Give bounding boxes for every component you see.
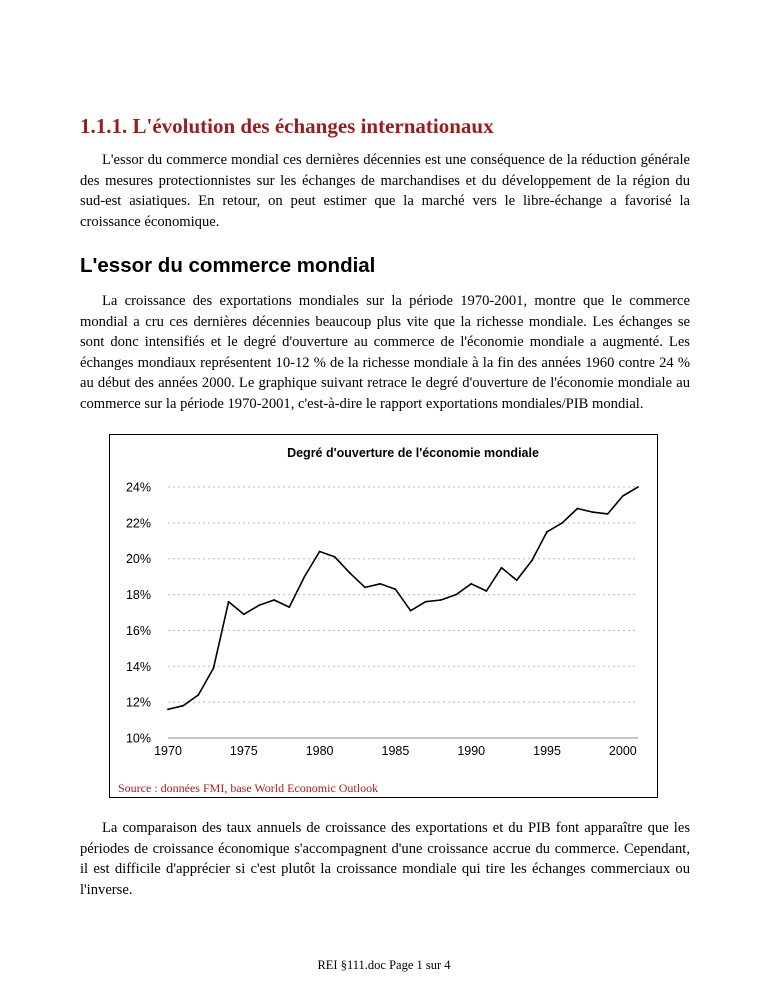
- data-point: [501, 567, 503, 569]
- x-tick-label: 1980: [305, 744, 334, 758]
- footer-text: REI §111.doc Page 1 sur 4: [317, 958, 451, 972]
- data-point: [561, 522, 563, 524]
- page-footer: [0, 958, 768, 973]
- y-tick-label: 10%: [125, 731, 151, 746]
- data-point: [455, 594, 457, 596]
- data-point: [516, 579, 518, 581]
- paragraph-3: La comparaison des taux annuels de croissance des exportations et du PIB font apparaître que les périodes de croissance économique s'accompagnent d'une croissance accrue du commerce. Cependant, il est difficile d'apprécier si c'est plutôt la croissance mondiale qui tire les échanges commerciaux ou l'inverse.: [80, 820, 690, 898]
- data-point: [395, 588, 397, 590]
- data-point: [258, 604, 260, 606]
- y-tick-label: 18%: [125, 588, 151, 603]
- data-point: [243, 613, 245, 615]
- data-point: [485, 590, 487, 592]
- series-line: [168, 487, 638, 709]
- chart-container: [109, 434, 658, 798]
- data-point: [288, 606, 290, 608]
- paragraph-2: La croissance des exportations mondiales sur la période 1970-2001, montre que le commerce mondial a cru ces dernières décennies beaucoup plus vite que la richesse mondiale. Les échanges se sont donc intensifiés et le degré d'ouverture au commerce de l'économie mondiale a augmenté. Les échanges mondiaux représentent 10-12 % de la richesse mondiale à la fin des années 1960 contre 24 % au début des années 2000. Le graphique suivant retrace le degré d'ouverture de l'économie mondiale au commerce sur la période 1970-2001, c'est-à-dire le rapport exportations mondiales/PIB mondial.: [80, 293, 690, 412]
- chart-title: Degré d'ouverture de l'économie mondiale: [287, 446, 539, 460]
- x-tick-label: 1975: [229, 744, 258, 758]
- y-tick-label: 20%: [125, 552, 151, 567]
- data-point: [622, 495, 624, 497]
- section-title: 1.1.1. L'évolution des échanges internationaux: [80, 114, 494, 138]
- y-tick-label: 14%: [125, 659, 151, 674]
- x-tick-label: 1970: [154, 744, 182, 758]
- data-point: [213, 667, 215, 669]
- data-point: [576, 508, 578, 510]
- x-tick-label: 1990: [457, 744, 486, 758]
- y-tick-label: 12%: [125, 695, 151, 710]
- data-point: [410, 610, 412, 612]
- data-point: [546, 531, 548, 533]
- data-point: [228, 601, 230, 603]
- data-point: [379, 583, 381, 585]
- y-tick-label: 16%: [125, 623, 151, 638]
- data-point: [182, 705, 184, 707]
- y-tick-label: 22%: [125, 516, 151, 531]
- data-point: [440, 599, 442, 601]
- intro-paragraph: L'essor du commerce mondial ces dernières décennies est une conséquence de la réduction générale des mesures protectionnistes sur les échanges de marchandises et du développement de la région du sud-est asiatiques. En retour, on peut estimer que la marché vers le libre-échange a favorisé la croissance économique.: [80, 152, 690, 230]
- data-point: [531, 560, 533, 562]
- data-point: [637, 486, 639, 488]
- x-tick-label: 1995: [533, 744, 561, 758]
- data-point: [273, 599, 275, 601]
- x-tick-label: 2000: [608, 744, 637, 758]
- data-point: [364, 587, 366, 589]
- data-point: [304, 576, 306, 578]
- chart-source: Source : données FMI, base World Economic Outlook: [118, 781, 379, 795]
- data-point: [197, 694, 199, 696]
- data-point: [334, 556, 336, 558]
- data-point: [167, 708, 169, 710]
- data-point: [349, 572, 351, 574]
- data-point: [592, 511, 594, 513]
- data-point: [319, 551, 321, 553]
- x-tick-label: 1985: [381, 744, 410, 758]
- data-point: [607, 513, 609, 515]
- data-point: [470, 583, 472, 585]
- y-tick-label: 24%: [125, 480, 151, 495]
- data-point: [425, 601, 427, 603]
- subsection-title: L'essor du commerce mondial: [80, 254, 376, 277]
- line-chart: [110, 435, 659, 799]
